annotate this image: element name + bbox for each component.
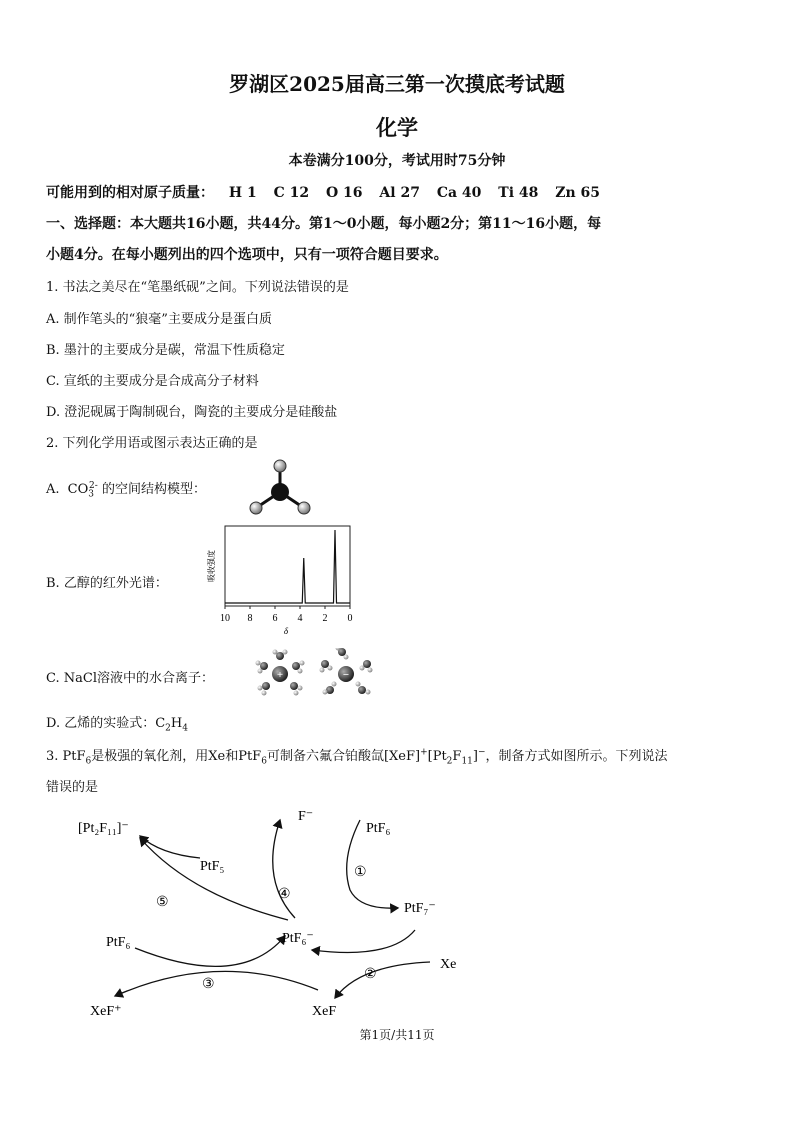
step-label-1: ① [354,865,367,880]
atomic-masses-label: 可能用到的相对原子质量： [46,185,214,201]
text: F [452,749,462,764]
atomic-mass-item: Ca 40 [436,185,482,201]
ir-tick-label: 6 [272,613,278,624]
atomic-mass-item: H 1 [228,185,257,201]
subject-title: 化学 [376,115,418,140]
step-label-4: ④ [278,887,291,902]
ir-spectrum-chart [200,520,360,640]
sub: 11 [461,756,473,767]
svg-text:+: + [276,669,284,681]
q1-option-d: D. 澄泥砚属于陶制砚台，陶瓷的主要成分是硅酸盐 [46,405,338,420]
ir-xlabel: δ [283,626,289,636]
species-ptf6-top: PtF₆ [366,821,391,836]
ir-tick-label: 8 [247,613,253,624]
ir-ylabel: 吸收强度 [207,550,216,582]
species-pt2f11: [Pt₂F₁₁]⁻ [78,821,129,836]
q2-option-b: B. 乙醇的红外光谱： [46,576,168,591]
q1-option-c: C. 宣纸的主要成分是合成高分子材料 [46,374,259,389]
q2-stem: 2. 下列化学用语或图示表达正确的是 [46,436,258,451]
sub: 6 [85,756,92,767]
sup: − [477,747,486,758]
co3-structure-model [246,458,316,520]
step-label-2: ② [364,967,377,982]
hydrated-ions-illustration [252,648,374,698]
atomic-mass-item: Ti 48 [498,185,539,201]
q2-option-d [46,712,188,734]
species-xe: Xe [440,957,457,972]
species-ptf7: PtF₇⁻ [404,901,436,916]
text: ，制备方式如图所示。下列说法 [485,749,668,764]
q1-option-b: B. 墨汁的主要成分是碳，常温下性质稳定 [46,343,285,358]
formula: H [170,716,183,731]
sup: + [420,747,428,758]
formula: CO [67,482,89,497]
text: 是极强的氧化剂，用Xe和PtF [91,749,262,764]
q1-option-a: A. 制作笔头的“狼毫”主要成分是蛋白质 [46,312,272,327]
ir-plot-frame [225,526,350,606]
arrow-step3-up [135,936,285,966]
q2-option-c: C. NaCl溶液中的水合离子： [46,671,214,686]
hydrated-cl-ion [320,648,373,695]
species-xef-plus: XeF⁺ [90,1004,122,1019]
ir-tick-label: 4 [297,613,303,624]
option-text: 的空间结构模型： [101,482,206,497]
q2-option-a [46,478,206,500]
ir-spectrum-line [225,530,350,603]
q3-line1 [46,745,668,767]
text: 3. PtF [46,749,86,764]
formula-sub: 4 [182,723,188,734]
formula-sub: 3 [88,489,95,500]
sub: 6 [261,756,267,767]
sub: 2 [446,756,453,767]
species-ptf6-left: PtF₆ [106,935,131,950]
page-footer: 第1页/共11页 [359,1028,435,1042]
reaction-cycle-diagram [60,800,480,1025]
formula-sup: 2- [89,480,98,491]
text: ] [472,749,478,764]
q3-line2: 错误的是 [46,780,99,795]
atomic-mass-item: Al 27 [379,185,420,201]
atomic-mass-item: C 12 [273,185,310,201]
step-label-3: ③ [202,977,215,992]
arrow-step2-down [335,962,430,998]
step-label-5: ⑤ [156,895,169,910]
option-text: D. 乙烯的实验式：C [46,716,166,731]
ir-tick-label: 0 [347,613,353,624]
ir-tick-label: 2 [322,613,328,624]
atomic-mass-item: O 16 [325,185,363,201]
arrow-step3-down [115,971,318,996]
text: 可制备六氟合铂酸氙[XeF] [266,749,421,764]
arrow-step4 [273,820,295,918]
atomic-mass-item: Zn 65 [555,185,601,201]
option-letter: A. [46,482,60,497]
hydrated-na-ion [256,650,305,696]
text: [Pt [427,749,447,764]
formula-sub: 2 [165,723,171,734]
species-xef: XeF [312,1004,337,1019]
arrow-step2-up [312,930,415,953]
atomic-masses [46,182,600,202]
ir-tick-label: 10 [220,613,230,624]
species-ptf5: PtF₅ [200,859,225,874]
svg-text:−: − [342,669,350,681]
species-f-minus: F⁻ [298,809,314,824]
exam-info: 本卷满分100分，考试用时75分钟 [288,153,506,169]
section1-line2: 小题4分。在每小题列出的四个选项中，只有一项符合题目要求。 [46,247,448,263]
section1-line1: 一、选择题：本大题共16小题，共44分。第1～0小题，每小题2分；第11～16小题，每 [46,216,602,232]
species-ptf6-minus: PtF₆⁻ [282,931,314,946]
q1-stem: 1. 书法之美尽在“笔墨纸砚”之间。下列说法错误的是 [46,280,349,295]
exam-title: 罗湖区2025届高三第一次摸底考试题 [229,72,565,96]
